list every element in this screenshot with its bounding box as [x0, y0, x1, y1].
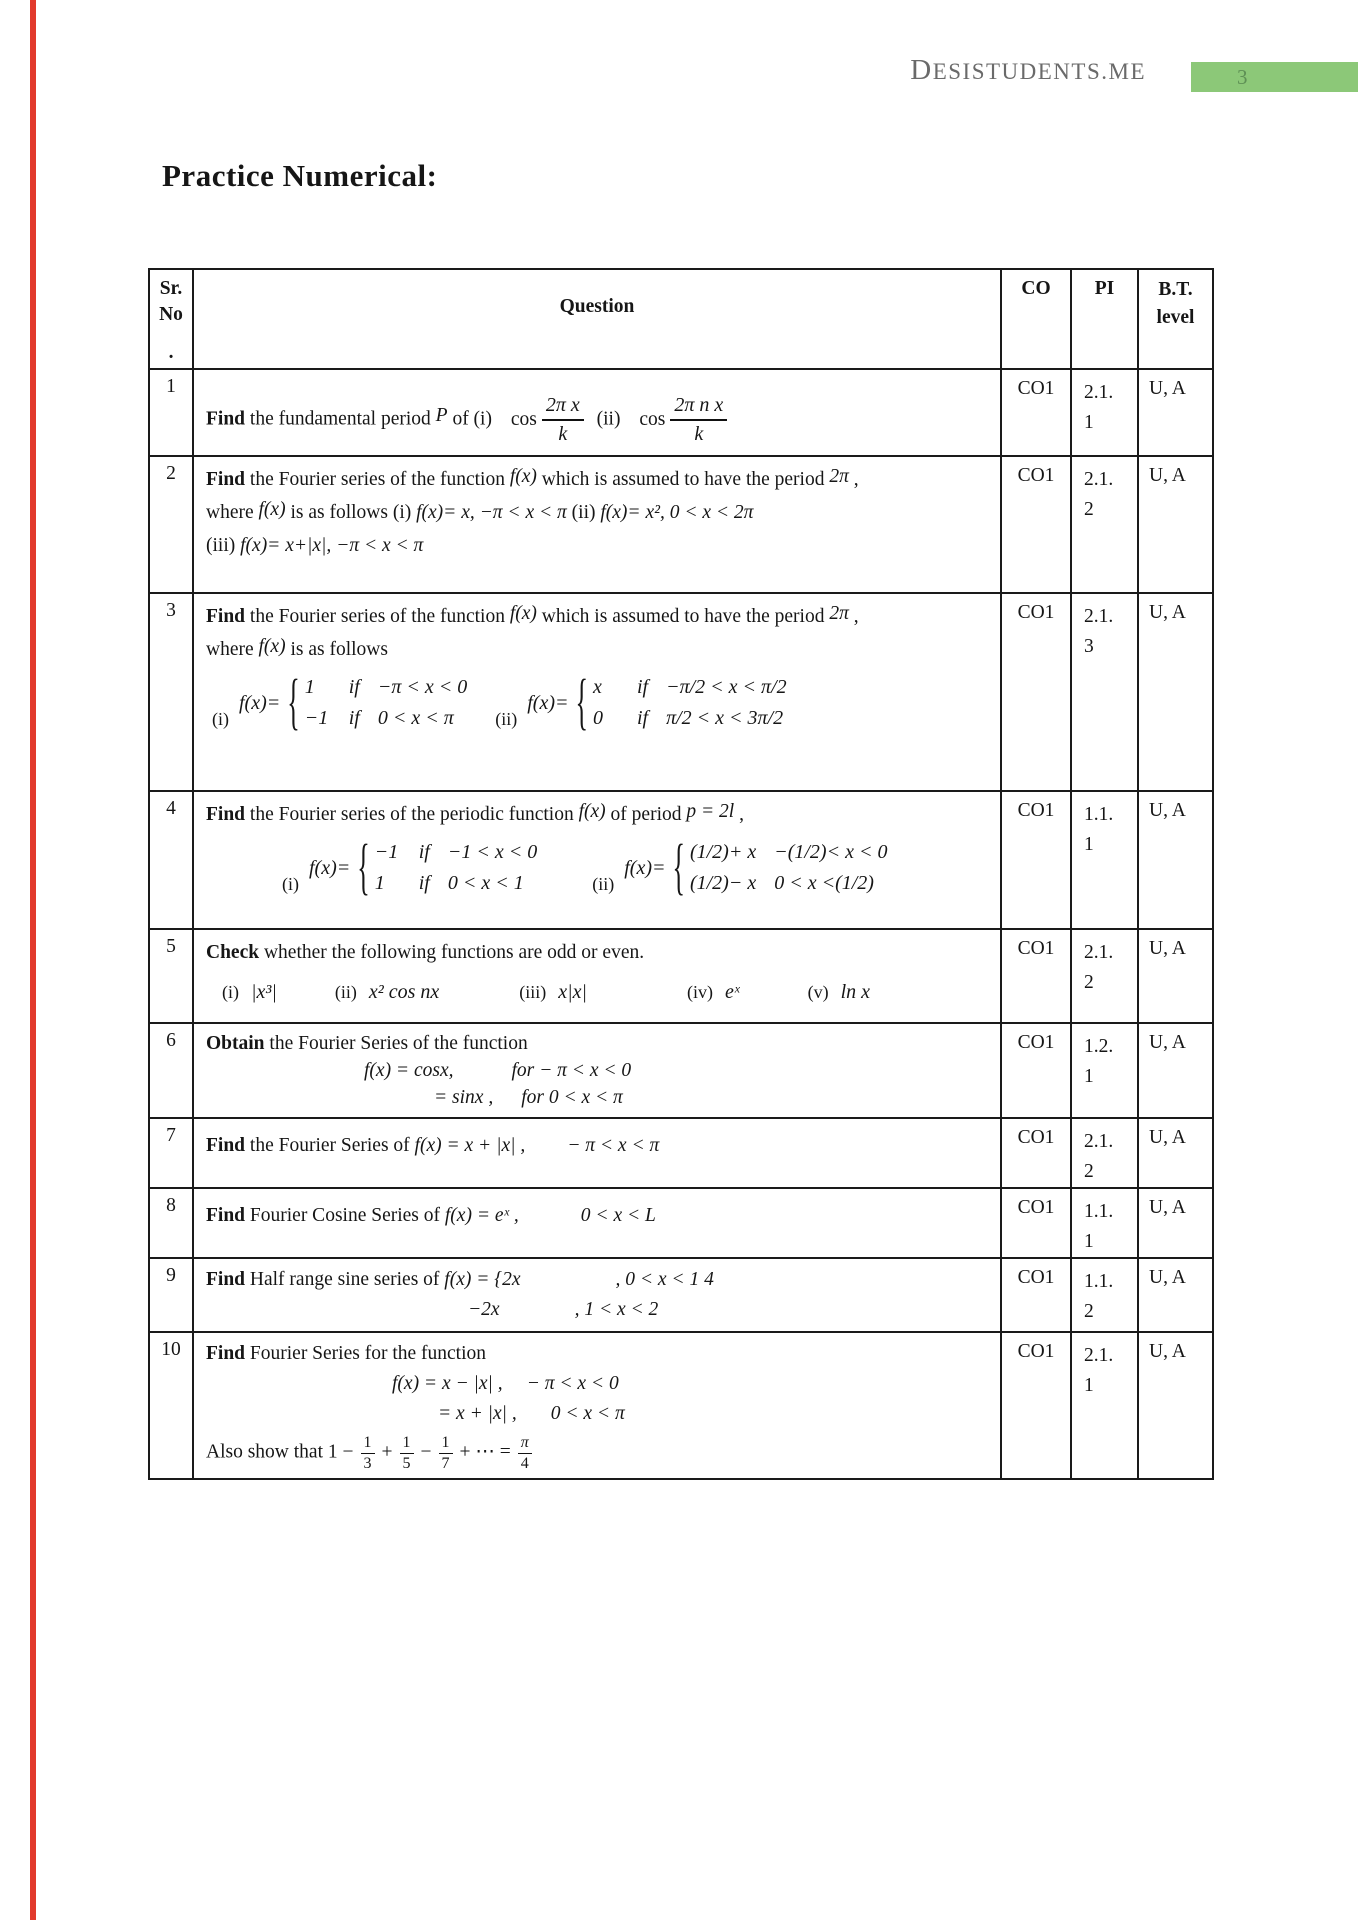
question-text: which is assumed to have the period — [536, 469, 830, 490]
math-cond: , 1 < x < 2 — [574, 1299, 659, 1320]
question-9-line2 — [206, 1295, 990, 1325]
fraction-denominator: 5 — [402, 1454, 411, 1472]
math-expr: |x³| — [251, 981, 277, 1003]
piecewise-row — [593, 707, 787, 730]
question-text: Fourier Series for the function — [245, 1343, 487, 1364]
question-3-line2 — [206, 633, 990, 666]
item-label: (iii) — [519, 982, 547, 1002]
pi-cell — [1071, 791, 1138, 929]
table-row-3 — [149, 593, 1213, 791]
pw-value: 0 — [592, 707, 603, 729]
math-expr: f(x) = eˣ , — [444, 1205, 519, 1226]
item-label: (iii) — [206, 535, 241, 556]
bt-cell: U, A — [1138, 791, 1213, 929]
header-bt-line2: level — [1156, 307, 1195, 328]
row-number: 8 — [149, 1188, 193, 1258]
row-number: 4 — [149, 791, 193, 929]
math-var: P — [435, 405, 448, 427]
question-cell — [193, 929, 1001, 1023]
pw-value: (1/2)+ x — [689, 841, 757, 863]
math-period: p = 2l — [686, 801, 735, 822]
row-number: 7 — [149, 1118, 193, 1188]
pi-line2: 2 — [1084, 972, 1094, 993]
math-cond: for 0 < x < π — [521, 1087, 623, 1108]
fraction-denominator: k — [558, 423, 568, 445]
page-title: Practice Numerical: — [162, 158, 438, 193]
question-verb: Find — [206, 1343, 246, 1364]
table-row-10 — [149, 1332, 1213, 1479]
question-text: Half range sine series of — [245, 1269, 445, 1290]
math-expr: = x + |x| , — [438, 1403, 517, 1424]
question-10-line1 — [206, 1339, 990, 1369]
site-watermark: DESISTUDENTS.ME — [910, 54, 1146, 86]
fraction-numerator: 1 — [361, 1434, 375, 1454]
question-text: (ii) — [566, 502, 601, 523]
pw-cond: 0 < x < 1 — [447, 872, 524, 894]
math-fx: f(x) — [258, 636, 286, 657]
pi-line1: 2.1. — [1084, 1131, 1114, 1152]
pi-cell — [1071, 1118, 1138, 1188]
red-margin-line — [30, 0, 36, 1920]
pi-cell — [1071, 593, 1138, 791]
row-number: 1 — [149, 369, 193, 456]
question-text: the Fourier Series of — [245, 1135, 415, 1156]
co-cell: CO1 — [1001, 1258, 1071, 1332]
pi-line2: 1 — [1084, 1375, 1094, 1396]
pw-if: if — [418, 872, 430, 894]
brace-glyph: { — [287, 667, 300, 737]
bt-cell: U, A — [1138, 1188, 1213, 1258]
page-number-badge: 3 — [1191, 62, 1358, 92]
fraction-numerator: 2π n x — [670, 394, 727, 421]
pw-cond: 0 < x <(1/2) — [774, 872, 874, 894]
question-cell — [193, 1332, 1001, 1479]
question-cell — [193, 1188, 1001, 1258]
pi-line2: 1 — [1084, 1231, 1094, 1252]
pi-line1: 2.1. — [1084, 942, 1114, 963]
header-bt — [1138, 269, 1213, 369]
question-verb: Find — [206, 469, 246, 490]
question-cell — [193, 1258, 1001, 1332]
header-bt-line1: B.T. — [1158, 279, 1193, 300]
item-label: (iv) — [687, 982, 714, 1002]
item-label: (ii) — [495, 709, 518, 729]
table-row-7 — [149, 1118, 1213, 1188]
table-row-1 — [149, 369, 1213, 456]
pi-line1: 1.1. — [1084, 1201, 1114, 1222]
fraction-numerator: π — [518, 1434, 532, 1454]
row-number: 9 — [149, 1258, 193, 1332]
math-expr: f(x) = cosx, — [364, 1060, 454, 1081]
question-text: the Fourier series of the function — [245, 606, 510, 627]
question-text: the Fourier Series of the function — [264, 1033, 528, 1054]
item-label: (v) — [807, 982, 829, 1002]
math-op: + — [381, 1441, 393, 1463]
pw-if: if — [348, 676, 360, 698]
co-cell: CO1 — [1001, 1188, 1071, 1258]
brace-glyph: { — [357, 832, 370, 902]
bt-cell: U, A — [1138, 1258, 1213, 1332]
row-number: 10 — [149, 1332, 193, 1479]
table-row-2 — [149, 456, 1213, 593]
piecewise-row — [690, 841, 888, 864]
pi-cell — [1071, 929, 1138, 1023]
header-sr-line2: No — [159, 304, 183, 325]
piecewise-rows — [375, 841, 538, 895]
table-row-5 — [149, 929, 1213, 1023]
row-number: 2 — [149, 456, 193, 593]
bt-cell: U, A — [1138, 1118, 1213, 1188]
question-text: , — [848, 469, 859, 490]
co-cell: CO1 — [1001, 929, 1071, 1023]
co-cell: CO1 — [1001, 1332, 1071, 1479]
question-2-line2 — [206, 496, 990, 529]
question-verb: Find — [206, 1269, 246, 1290]
cos-word: cos — [639, 409, 666, 430]
bt-cell: U, A — [1138, 1332, 1213, 1479]
item-label: (ii) — [334, 982, 357, 1002]
pi-cell — [1071, 369, 1138, 456]
bt-cell: U, A — [1138, 1023, 1213, 1118]
item-label: (ii) — [592, 874, 615, 894]
question-cell — [193, 593, 1001, 791]
math-expr: f(x) = x + |x| , — [414, 1135, 526, 1156]
math-expr: = sinx , — [434, 1087, 494, 1108]
piecewise-row — [593, 676, 787, 699]
question-verb: Find — [206, 1205, 246, 1226]
row-number: 5 — [149, 929, 193, 1023]
math-period: 2π — [829, 466, 849, 487]
fraction-numerator: 2π x — [542, 394, 584, 421]
math-expr: −2x — [468, 1299, 500, 1320]
math-expr: x|x| — [558, 981, 588, 1003]
piecewise-row — [375, 872, 538, 895]
brace-glyph: { — [672, 832, 685, 902]
co-cell: CO1 — [1001, 593, 1071, 791]
pi-line2: 1 — [1084, 1066, 1094, 1087]
piecewise-line — [206, 667, 990, 737]
cos-fraction — [511, 394, 584, 446]
fraction — [670, 394, 727, 446]
pw-value: 1 — [374, 872, 385, 894]
pi-line2: 1 — [1084, 834, 1094, 855]
table-row-9 — [149, 1258, 1213, 1332]
question-text: Fourier Cosine Series of — [245, 1205, 445, 1226]
question-10-line2 — [206, 1369, 990, 1399]
pi-cell — [1071, 1188, 1138, 1258]
pi-line2: 1 — [1084, 412, 1094, 433]
pi-line1: 2.1. — [1084, 469, 1114, 490]
pw-if: if — [348, 707, 360, 729]
math-fx: f(x) — [509, 603, 537, 624]
math-expr: f(x)= x+|x|, −π < x < π — [240, 535, 424, 556]
question-2-line1 — [206, 463, 990, 496]
co-cell: CO1 — [1001, 791, 1071, 929]
fraction-denominator: k — [694, 423, 704, 445]
piecewise-line — [276, 832, 990, 902]
question-text: is as follows — [285, 639, 388, 660]
question-verb: Find — [206, 1135, 246, 1156]
fraction — [542, 394, 584, 446]
pi-line2: 2 — [1084, 499, 1094, 520]
pw-value: −1 — [304, 707, 329, 729]
math-lhs: f(x)= — [309, 856, 351, 879]
question-verb: Find — [206, 408, 246, 430]
bt-cell: U, A — [1138, 369, 1213, 456]
piecewise-row — [690, 872, 888, 895]
math-period: 2π — [829, 603, 849, 624]
pw-cond: 0 < x < π — [377, 707, 454, 729]
pw-cond: −π/2 < x < π/2 — [666, 676, 787, 698]
piecewise-rows — [690, 841, 888, 895]
question-cell — [193, 791, 1001, 929]
math-fx: f(x) — [578, 801, 606, 822]
pi-line2: 3 — [1084, 636, 1094, 657]
question-text: is as follows (i) — [285, 502, 417, 523]
row-number: 3 — [149, 593, 193, 791]
question-text: of (i) — [447, 408, 492, 430]
co-cell: CO1 — [1001, 369, 1071, 456]
question-5-line1 — [206, 936, 990, 969]
math-op: − — [420, 1441, 432, 1463]
math-lhs: f(x)= — [239, 691, 281, 714]
question-verb: Find — [206, 804, 246, 825]
piecewise-row — [375, 841, 538, 864]
row-number: 6 — [149, 1023, 193, 1118]
piecewise-rows — [305, 676, 468, 730]
question-text: (ii) — [596, 408, 621, 430]
table-row-8 — [149, 1188, 1213, 1258]
math-expr: f(x) = {2x — [444, 1269, 521, 1290]
question-3-line1 — [206, 600, 990, 633]
question-text: where — [206, 639, 259, 660]
question-verb: Find — [206, 606, 246, 627]
question-2-line3 — [206, 529, 990, 562]
header-sr-line1: Sr. — [159, 278, 183, 299]
question-6-line1 — [206, 1030, 990, 1057]
header-question: Question — [193, 269, 1001, 369]
fraction — [439, 1434, 453, 1472]
math-expr: f(x)= x, −π < x < π — [416, 502, 567, 523]
question-text: Also show that 1 − — [206, 1441, 354, 1463]
pi-line1: 1.1. — [1084, 1271, 1114, 1292]
question-6-line2 — [206, 1057, 990, 1084]
fraction-denominator: 7 — [441, 1454, 450, 1472]
question-4-line1 — [206, 798, 990, 831]
question-text: where — [206, 502, 259, 523]
co-cell: CO1 — [1001, 1023, 1071, 1118]
question-10-line3 — [206, 1399, 990, 1429]
pw-value: −1 — [374, 841, 399, 863]
item-label: (i) — [212, 709, 229, 729]
piecewise-row — [305, 707, 468, 730]
fraction — [518, 1434, 532, 1472]
question-text: , — [734, 804, 744, 825]
fraction — [361, 1434, 375, 1472]
math-lhs: f(x)= — [527, 691, 569, 714]
math-cond: − π < x < 0 — [526, 1373, 619, 1394]
bt-cell: U, A — [1138, 456, 1213, 593]
math-cond: − π < x < π — [567, 1135, 660, 1156]
math-expr: eˣ — [725, 981, 740, 1003]
piecewise-row — [305, 676, 468, 699]
pi-line1: 2.1. — [1084, 606, 1114, 627]
question-text: whether the following functions are odd or even. — [259, 942, 645, 963]
fraction-denominator: 3 — [363, 1454, 372, 1472]
question-verb: Obtain — [206, 1033, 265, 1054]
pi-cell — [1071, 1332, 1138, 1479]
pi-cell — [1071, 456, 1138, 593]
question-text: the fundamental period — [245, 408, 436, 430]
pw-if: if — [636, 707, 649, 729]
item-label: (i) — [282, 874, 299, 894]
pw-if: if — [418, 841, 430, 863]
fraction — [400, 1434, 414, 1472]
bt-cell: U, A — [1138, 593, 1213, 791]
table-row-6 — [149, 1023, 1213, 1118]
pw-cond: −1 < x < 0 — [447, 841, 538, 863]
pi-line2: 2 — [1084, 1301, 1094, 1322]
pi-cell — [1071, 1023, 1138, 1118]
pw-cond: −(1/2)< x < 0 — [774, 841, 888, 863]
cos-word: cos — [510, 409, 537, 430]
math-cond: for − π < x < 0 — [511, 1060, 632, 1081]
header-row — [149, 269, 1213, 369]
math-expr: x² cos nx — [368, 981, 440, 1003]
question-cell — [193, 456, 1001, 593]
question-6-line3 — [206, 1084, 990, 1111]
table-row-4 — [149, 791, 1213, 929]
math-fx: f(x) — [509, 466, 537, 487]
pi-line1: 1.2. — [1084, 1036, 1114, 1057]
co-cell: CO1 — [1001, 1118, 1071, 1188]
brace-glyph: { — [575, 667, 588, 737]
fraction-denominator: 4 — [520, 1454, 529, 1472]
bt-cell: U, A — [1138, 929, 1213, 1023]
pw-cond: −π < x < 0 — [377, 676, 468, 698]
math-expr: f(x)= x², 0 < x < 2π — [600, 502, 754, 523]
header-sr — [149, 269, 193, 369]
pi-line1: 2.1. — [1084, 382, 1114, 403]
question-text: , — [848, 606, 859, 627]
math-op: + ⋯ = — [459, 1441, 511, 1463]
pw-value: (1/2)− x — [689, 872, 757, 894]
pw-value: 1 — [304, 676, 315, 698]
pi-cell — [1071, 1258, 1138, 1332]
piecewise-rows — [593, 676, 787, 730]
question-text: the Fourier series of the function — [245, 469, 510, 490]
questions-table — [148, 268, 1214, 1480]
question-verb: Check — [206, 942, 260, 963]
pw-cond: π/2 < x < 3π/2 — [666, 707, 784, 729]
pw-if: if — [636, 676, 649, 698]
question-5-items — [206, 981, 990, 1004]
question-text: of period — [605, 804, 687, 825]
question-cell — [193, 1023, 1001, 1118]
pw-value: x — [592, 676, 602, 698]
pi-line1: 2.1. — [1084, 1345, 1114, 1366]
item-label: (i) — [222, 982, 239, 1002]
question-10-line4 — [206, 1434, 990, 1472]
question-cell — [193, 369, 1001, 456]
question-text: the Fourier series of the periodic function — [245, 804, 579, 825]
header-pi: PI — [1071, 269, 1138, 369]
math-fx: f(x) — [258, 499, 286, 520]
math-cond: 0 < x < L — [580, 1205, 656, 1226]
header-co: CO — [1001, 269, 1071, 369]
header-sr-dot: . — [168, 342, 174, 363]
co-cell: CO1 — [1001, 456, 1071, 593]
math-expr: f(x) = x − |x| , — [392, 1373, 503, 1394]
math-cond: 0 < x < π — [550, 1403, 625, 1424]
cos-fraction — [639, 394, 727, 446]
fraction-numerator: 1 — [439, 1434, 453, 1454]
question-7-line — [206, 1129, 990, 1162]
math-expr: ln x — [840, 981, 871, 1003]
question-text: which is assumed to have the period — [536, 606, 830, 627]
pi-line2: 2 — [1084, 1161, 1094, 1182]
fraction-numerator: 1 — [400, 1434, 414, 1454]
question-9-line1 — [206, 1265, 990, 1295]
math-cond: , 0 < x < 1 4 — [615, 1269, 714, 1290]
pi-line1: 1.1. — [1084, 804, 1114, 825]
math-lhs: f(x)= — [624, 856, 666, 879]
question-cell — [193, 1118, 1001, 1188]
question-1-line — [206, 394, 990, 446]
question-8-line — [206, 1199, 990, 1232]
